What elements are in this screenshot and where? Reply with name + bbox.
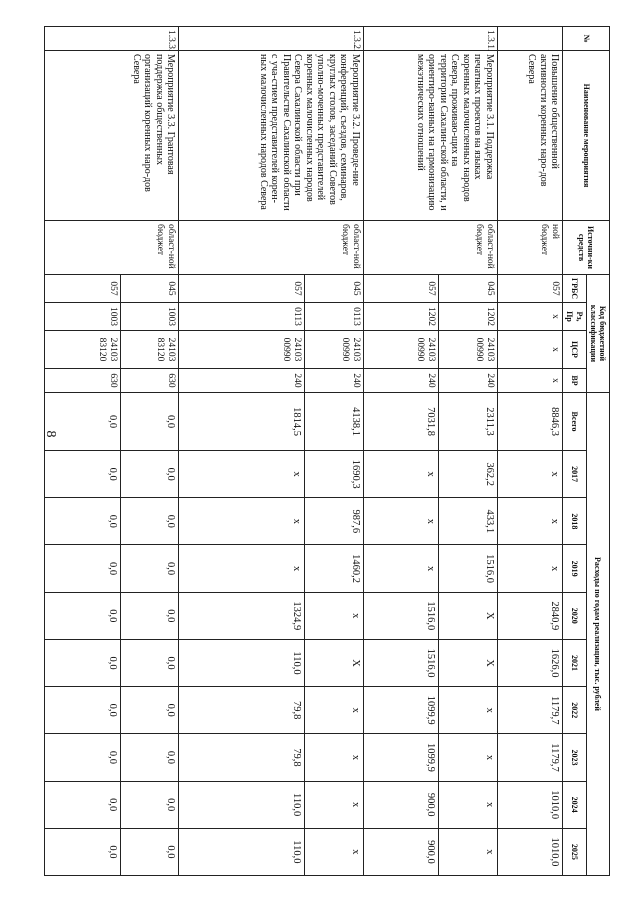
- cell-year: 110,0: [179, 781, 305, 828]
- cell-rzpr: 1003: [45, 303, 121, 331]
- cell-csr: 24103 83120: [120, 331, 178, 369]
- cell-num: 1.3.3.: [45, 27, 179, 51]
- cell-year: 900,0: [363, 828, 439, 875]
- cell-rzpr: x: [497, 303, 563, 331]
- cell-year: 1626,0: [497, 639, 563, 686]
- cell-year: 79,8: [179, 734, 305, 781]
- cell-year: 2840,9: [497, 592, 563, 639]
- page-number: 8: [43, 430, 58, 438]
- header-rzpr: Рз, Пр: [563, 303, 586, 331]
- cell-year: x: [439, 687, 497, 734]
- table-row: [120, 27, 178, 876]
- cell-year: 0,0: [45, 781, 121, 828]
- cell-year: x: [305, 687, 363, 734]
- header-num: №: [563, 27, 610, 51]
- cell-source: област-ной бюджет: [363, 221, 497, 275]
- cell-source: област-ной бюджет: [179, 221, 364, 275]
- cell-rzpr: 1202: [363, 303, 439, 331]
- cell-year: 362,2: [439, 451, 497, 498]
- cell-csr: 24103 83120: [45, 331, 121, 369]
- cell-grbs: 045: [305, 275, 363, 303]
- cell-vr: 240: [179, 369, 305, 393]
- cell-year: 110,0: [179, 828, 305, 875]
- cell-year: x: [439, 828, 497, 875]
- header-source: Источни-ки средств: [563, 221, 610, 275]
- header-total: Всего: [563, 393, 586, 451]
- cell-rzpr: 1202: [439, 303, 497, 331]
- cell-year: x: [497, 498, 563, 545]
- cell-year: 0,0: [120, 498, 178, 545]
- cell-year: 1179,7: [497, 687, 563, 734]
- cell-year: 1010,0: [497, 828, 563, 875]
- header-year: 2017: [563, 451, 586, 498]
- cell-num: [497, 27, 563, 51]
- cell-csr: x: [497, 331, 563, 369]
- cell-rzpr: 1003: [120, 303, 178, 331]
- cell-year: 0,0: [120, 592, 178, 639]
- cell-name: Мероприятие 3.1. Поддержка печатных проектов на языках коренных малочисленных народов Севера, проживаю-щих на территории Сахалин-ской области, и ориентиро-ванных на гармонизацию межэтнических отношений: [363, 51, 497, 221]
- cell-year: 1099,9: [363, 734, 439, 781]
- cell-year: X: [439, 639, 497, 686]
- cell-year: 1690,3: [305, 451, 363, 498]
- cell-total: 0,0: [45, 393, 121, 451]
- cell-year: x: [363, 498, 439, 545]
- cell-year: 0,0: [45, 545, 121, 592]
- header-csr: ЦСР: [563, 331, 586, 369]
- cell-source: област-ной бюджет: [45, 221, 179, 275]
- cell-csr: 24103 00990: [305, 331, 363, 369]
- cell-year: 0,0: [45, 687, 121, 734]
- cell-year: 0,0: [45, 498, 121, 545]
- cell-year: 0,0: [120, 687, 178, 734]
- cell-year: 0,0: [45, 828, 121, 875]
- cell-year: x: [179, 498, 305, 545]
- cell-year: 1010,0: [497, 781, 563, 828]
- cell-vr: 240: [439, 369, 497, 393]
- cell-name: Мероприятие 3.2. Проведе-ние конференций, съездов, семинаров, круглых столов, заседаний Советов уполно-моченных представителей коренных малочисленных народов Севера Сахалинской области при Правительстве Сахалинской области с уча-стием представителей корен-ных малочисленных народов Севера: [179, 51, 364, 221]
- cell-year: 0,0: [45, 451, 121, 498]
- cell-name: Мероприятие 3.3. Грантовая поддержка общественных организаций коренных наро-дов Севера: [45, 51, 179, 221]
- cell-year: 0,0: [120, 451, 178, 498]
- cell-total: 2311,3: [439, 393, 497, 451]
- cell-vr: 240: [305, 369, 363, 393]
- cell-year: 1516,0: [439, 545, 497, 592]
- rotated-table-container: [44, 26, 610, 876]
- cell-year: X: [305, 639, 363, 686]
- cell-year: x: [363, 451, 439, 498]
- cell-grbs: 057: [363, 275, 439, 303]
- cell-vr: 240: [363, 369, 439, 393]
- header-year: 2018: [563, 498, 586, 545]
- cell-grbs: 057: [45, 275, 121, 303]
- cell-year: 79,8: [179, 687, 305, 734]
- cell-year: 1460,2: [305, 545, 363, 592]
- cell-grbs: 057: [179, 275, 305, 303]
- cell-year: x: [305, 828, 363, 875]
- cell-year: 987,6: [305, 498, 363, 545]
- cell-vr: 630: [120, 369, 178, 393]
- cell-grbs: 045: [120, 275, 178, 303]
- header-year: 2024: [563, 781, 586, 828]
- cell-year: 0,0: [45, 734, 121, 781]
- cell-year: 0,0: [45, 639, 121, 686]
- cell-year: 1516,0: [363, 639, 439, 686]
- cell-year: 0,0: [120, 639, 178, 686]
- budget-table: [44, 26, 610, 876]
- cell-year: 900,0: [363, 781, 439, 828]
- header-year: 2025: [563, 828, 586, 875]
- table-row: [439, 27, 497, 876]
- cell-source: ной бюджет: [497, 221, 563, 275]
- cell-grbs: 057: [497, 275, 563, 303]
- cell-rzpr: 0113: [179, 303, 305, 331]
- table-row: [305, 27, 363, 876]
- cell-year: 1516,0: [363, 592, 439, 639]
- cell-year: X: [439, 592, 497, 639]
- header-vr: ВР: [563, 369, 586, 393]
- cell-year: 433,1: [439, 498, 497, 545]
- cell-num: 1.3.1.: [363, 27, 497, 51]
- cell-year: x: [179, 451, 305, 498]
- cell-year: x: [497, 545, 563, 592]
- cell-year: x: [363, 545, 439, 592]
- cell-year: x: [497, 451, 563, 498]
- table-row: [497, 27, 563, 876]
- cell-num: 1.3.2.: [179, 27, 364, 51]
- cell-year: 0,0: [120, 734, 178, 781]
- cell-total: 7031,8: [363, 393, 439, 451]
- cell-total: 4138,1: [305, 393, 363, 451]
- cell-total: 8846,3: [497, 393, 563, 451]
- header-year: 2021: [563, 639, 586, 686]
- cell-vr: x: [497, 369, 563, 393]
- cell-year: x: [179, 545, 305, 592]
- cell-csr: 24103 00990: [179, 331, 305, 369]
- cell-year: x: [439, 734, 497, 781]
- header-year: 2022: [563, 687, 586, 734]
- header-year: 2019: [563, 545, 586, 592]
- cell-name: Повышение общественной активности коренных наро-дов Севера: [497, 51, 563, 221]
- cell-rzpr: 0113: [305, 303, 363, 331]
- cell-year: 110,0: [179, 639, 305, 686]
- header-grbs: ГРБС: [563, 275, 586, 303]
- cell-year: x: [305, 592, 363, 639]
- header-expenses-group: Расходы по годам реализации, тыс. рублей: [586, 393, 609, 876]
- cell-year: 0,0: [120, 545, 178, 592]
- header-year: 2020: [563, 592, 586, 639]
- cell-year: x: [305, 781, 363, 828]
- header-year: 2023: [563, 734, 586, 781]
- cell-grbs: 045: [439, 275, 497, 303]
- cell-year: 1179,7: [497, 734, 563, 781]
- header-code-group: Код бюджетной классификации: [586, 275, 609, 393]
- cell-total: 0,0: [120, 393, 178, 451]
- cell-year: 0,0: [45, 592, 121, 639]
- cell-csr: 24103 00990: [439, 331, 497, 369]
- cell-year: 0,0: [120, 781, 178, 828]
- cell-total: 1814,5: [179, 393, 305, 451]
- cell-year: x: [305, 734, 363, 781]
- cell-year: 1099,9: [363, 687, 439, 734]
- cell-year: x: [439, 781, 497, 828]
- header-name: Наименование мероприятия: [563, 51, 610, 221]
- cell-vr: 630: [45, 369, 121, 393]
- cell-year: 1324,9: [179, 592, 305, 639]
- cell-year: 0,0: [120, 828, 178, 875]
- cell-csr: 24103 00990: [363, 331, 439, 369]
